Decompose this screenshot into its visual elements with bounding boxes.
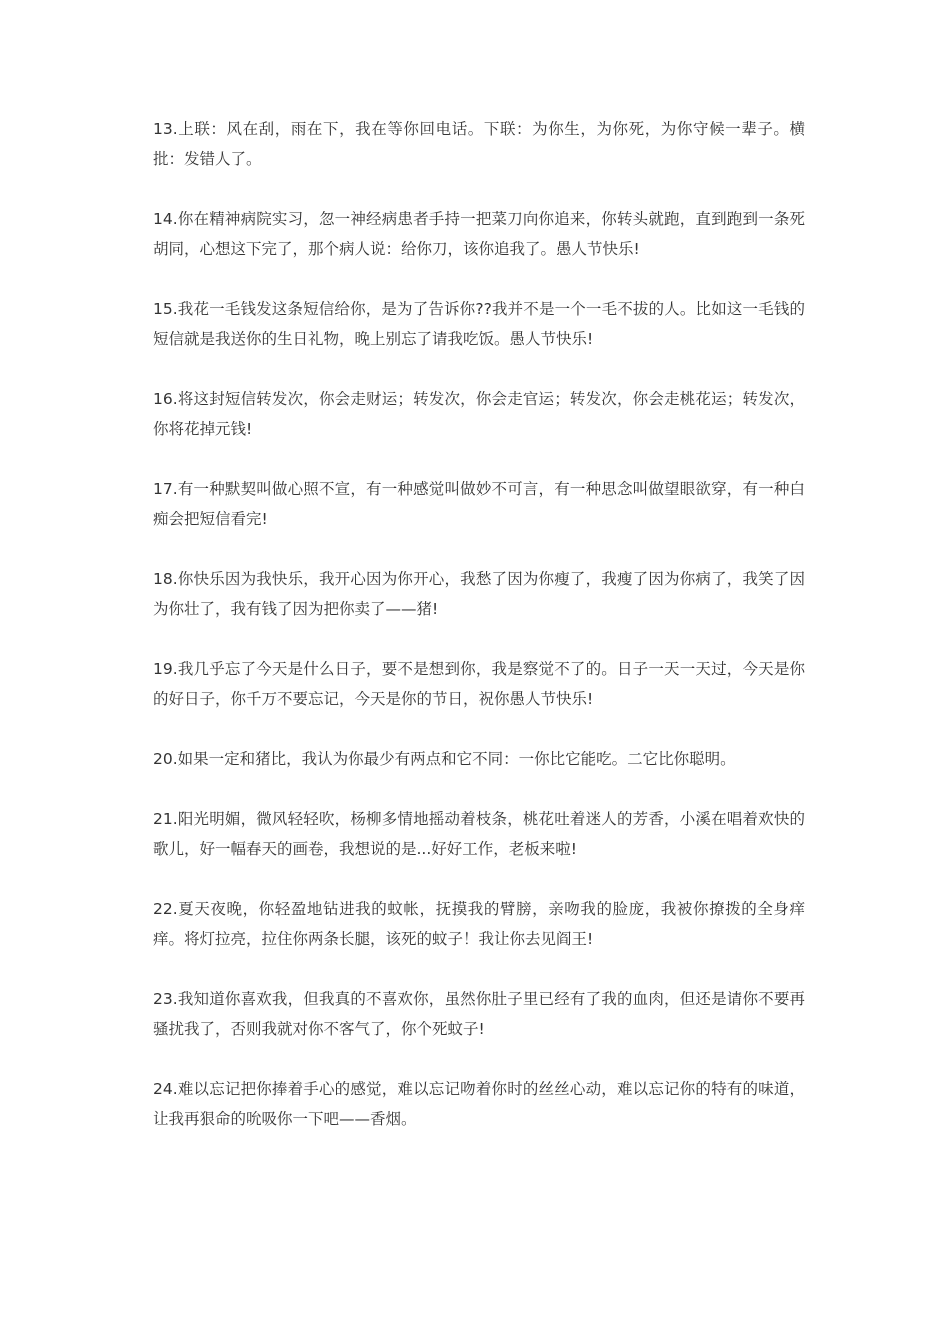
paragraph-17: 17.有一种默契叫做心照不宣，有一种感觉叫做妙不可言，有一种思念叫做望眼欲穿，有一种白痴会把短信看完! [153, 480, 805, 528]
paragraph-19: 19.我几乎忘了今天是什么日子，要不是想到你，我是察觉不了的。日子一天一天过，今天是你的好日子，你千万不要忘记，今天是你的节日，祝你愚人节快乐! [153, 660, 805, 708]
paragraph-20: 20.如果一定和猪比，我认为你最少有两点和它不同：一你比它能吃。二它比你聪明。 [153, 750, 736, 768]
paragraph-23: 23.我知道你喜欢我，但我真的不喜欢你，虽然你肚子里已经有了我的血肉，但还是请你不要再骚扰我了，否则我就对你不客气了，你个死蚊子! [153, 990, 805, 1038]
paragraph-15: 15.我花一毛钱发这条短信给你，是为了告诉你??我并不是一个一毛不拔的人。比如这一毛钱的短信就是我送你的生日礼物，晚上别忘了请我吃饭。愚人节快乐! [153, 300, 805, 348]
paragraph-21: 21.阳光明媚，微风轻轻吹，杨柳多情地摇动着枝条，桃花吐着迷人的芳香，小溪在唱着欢快的歌儿，好一幅春天的画卷，我想说的是...好好工作，老板来啦! [153, 810, 805, 858]
paragraph-16: 16.将这封短信转发次，你会走财运；转发次，你会走官运；转发次，你会走桃花运；转发次，你将花掉元钱! [153, 390, 805, 438]
paragraph-18: 18.你快乐因为我快乐，我开心因为你开心，我愁了因为你瘦了，我瘦了因为你病了，我笑了因为你壮了，我有钱了因为把你卖了——猪! [153, 570, 805, 618]
paragraph-24: 24.难以忘记把你捧着手心的感觉，难以忘记吻着你时的丝丝心动，难以忘记你的特有的味道，让我再狠命的吮吸你一下吧——香烟。 [153, 1080, 805, 1128]
paragraph-14: 14.你在精神病院实习，忽一神经病患者手持一把菜刀向你追来，你转头就跑，直到跑到一条死胡同，心想这下完了，那个病人说：给你刀，该你追我了。愚人节快乐! [153, 210, 805, 258]
paragraph-22: 22.夏天夜晚，你轻盈地钻进我的蚊帐，抚摸我的臂膀，亲吻我的脸庞，我被你撩拨的全身痒痒。将灯拉亮，拉住你两条长腿，该死的蚊子！我让你去见阎王! [153, 900, 805, 948]
paragraph-13: 13.上联：风在刮，雨在下，我在等你回电话。下联：为你生，为你死，为你守候一辈子。横批：发错人了。 [153, 120, 805, 168]
document-body [153, 114, 805, 1164]
